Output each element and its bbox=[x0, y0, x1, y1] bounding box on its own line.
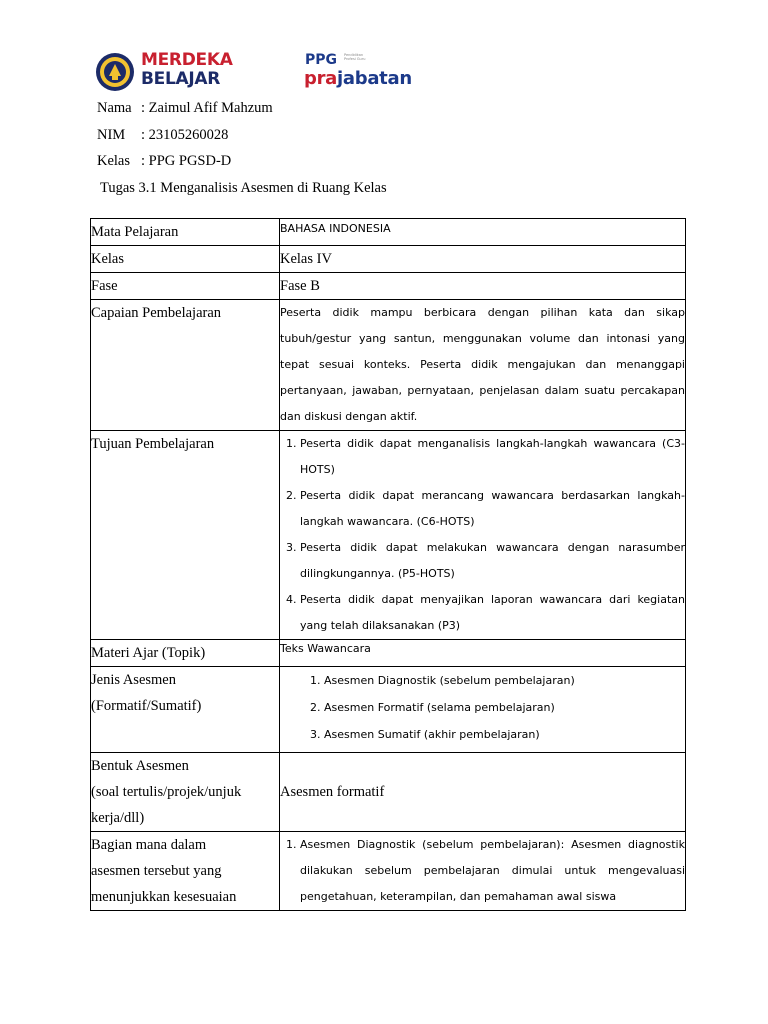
task-title: Tugas 3.1 Menganalisis Asesmen di Ruang Kelas bbox=[100, 180, 387, 196]
bentuk-label bbox=[91, 753, 280, 832]
row-fase bbox=[91, 273, 686, 300]
jenis-item: 3. Asesmen Sumatif (akhir pembelajaran) bbox=[324, 721, 685, 748]
bagian-label-line: Bagian mana dalam bbox=[91, 837, 207, 853]
university-seal-icon bbox=[95, 52, 135, 92]
assessment-table bbox=[90, 218, 686, 911]
materi-value: Teks Wawancara bbox=[280, 640, 686, 667]
row-bentuk-asesmen bbox=[91, 753, 686, 832]
logo-ppg-text: PPG bbox=[305, 52, 338, 68]
logo-belajar-text: BELAJAR bbox=[141, 69, 221, 89]
logo-merdeka-text: MERDEKA bbox=[141, 50, 233, 70]
bentuk-label-line: kerja/dll) bbox=[91, 810, 145, 826]
materi-label: Materi Ajar (Topik) bbox=[91, 640, 280, 667]
row-capaian-pembelajaran bbox=[91, 300, 686, 431]
logo-jabatan-text: jabatan bbox=[337, 68, 412, 89]
tujuan-item: 3. Peserta didik dapat melakukan wawancara dengan narasumber dilingkungannya. (P5-HOTS) bbox=[300, 535, 685, 587]
bagian-label-line: menunjukkan kesesuaian bbox=[91, 889, 237, 905]
row-mata-pelajaran bbox=[91, 219, 686, 246]
info-nama bbox=[97, 100, 273, 117]
tujuan-item: 2. Peserta didik dapat merancang wawancara berdasarkan langkah-langkah wawancara. (C6-HOTS) bbox=[300, 483, 685, 535]
tujuan-item: 1. Peserta didik dapat menganalisis langkah-langkah wawancara (C3-HOTS) bbox=[300, 431, 685, 483]
tujuan-list bbox=[280, 431, 685, 639]
capaian-label: Capaian Pembelajaran bbox=[91, 300, 280, 431]
bagian-value bbox=[280, 832, 686, 911]
bentuk-label-line: (soal tertulis/projek/unjuk bbox=[91, 784, 242, 800]
nim-label: NIM bbox=[97, 127, 126, 143]
bagian-label bbox=[91, 832, 280, 911]
tujuan-label: Tujuan Pembelajaran bbox=[91, 431, 280, 640]
logo-ppg-subtext: Pendidikan Profesi Guru bbox=[344, 53, 366, 61]
kelas-row-label: Kelas bbox=[91, 246, 280, 273]
bentuk-label-line: Bentuk Asesmen bbox=[91, 758, 189, 774]
mata-pelajaran-value: BAHASA INDONESIA bbox=[280, 219, 686, 246]
nama-label: Nama bbox=[97, 100, 132, 116]
tujuan-value bbox=[280, 431, 686, 640]
row-jenis-asesmen bbox=[91, 667, 686, 753]
jenis-list bbox=[280, 667, 685, 748]
fase-label: Fase bbox=[91, 273, 280, 300]
capaian-value: Peserta didik mampu berbicara dengan pilihan kata dan sikap tubuh/gestur yang santun, menggunakan volume dan intonasi yang tepat sesuai konteks. Peserta didik mengajukan dan menanggapi pertanyaan, jawaban, pernyataan, penjelasan dalam suatu percakapan dan diskusi dengan aktif. bbox=[280, 300, 686, 431]
jenis-value bbox=[280, 667, 686, 753]
jenis-item: 1. Asesmen Diagnostik (sebelum pembelajaran) bbox=[324, 667, 685, 694]
bentuk-value: Asesmen formatif bbox=[280, 753, 686, 832]
fase-value: Fase B bbox=[280, 273, 686, 300]
info-nim bbox=[97, 127, 228, 144]
logo-prajabatan-text bbox=[304, 69, 412, 89]
logo-pra-text: pra bbox=[304, 68, 338, 89]
row-tujuan-pembelajaran bbox=[91, 431, 686, 640]
bagian-clip bbox=[280, 832, 685, 910]
nama-value: : Zaimul Afif Mahzum bbox=[141, 100, 273, 116]
kelas-value: : PPG PGSD-D bbox=[141, 153, 232, 169]
jenis-item: 2. Asesmen Formatif (selama pembelajaran) bbox=[324, 694, 685, 721]
row-materi-ajar bbox=[91, 640, 686, 667]
mata-pelajaran-label: Mata Pelajaran bbox=[91, 219, 280, 246]
row-bagian-kesesuaian bbox=[91, 832, 686, 911]
bagian-list bbox=[280, 832, 685, 910]
info-kelas bbox=[97, 153, 231, 170]
jenis-label-line: Jenis Asesmen bbox=[91, 672, 176, 688]
bagian-label-line: asesmen tersebut yang bbox=[91, 863, 222, 879]
bagian-item: 1. Asesmen Diagnostik (sebelum pembelajaran): Asesmen diagnostik dilakukan sebelum pembelajaran dimulai untuk mengevaluasi pengetahuan, keterampilan, dan pemahaman awal siswa bbox=[300, 832, 685, 910]
kelas-label: Kelas bbox=[97, 153, 131, 169]
tujuan-item: 4. Peserta didik dapat menyajikan laporan wawancara dari kegiatan yang telah dilaksanakan (P3) bbox=[300, 587, 685, 639]
row-kelas bbox=[91, 246, 686, 273]
jenis-label-line: (Formatif/Sumatif) bbox=[91, 698, 202, 714]
nim-value: : 23105260028 bbox=[141, 127, 229, 143]
kelas-row-value: Kelas IV bbox=[280, 246, 686, 273]
jenis-label bbox=[91, 667, 280, 753]
